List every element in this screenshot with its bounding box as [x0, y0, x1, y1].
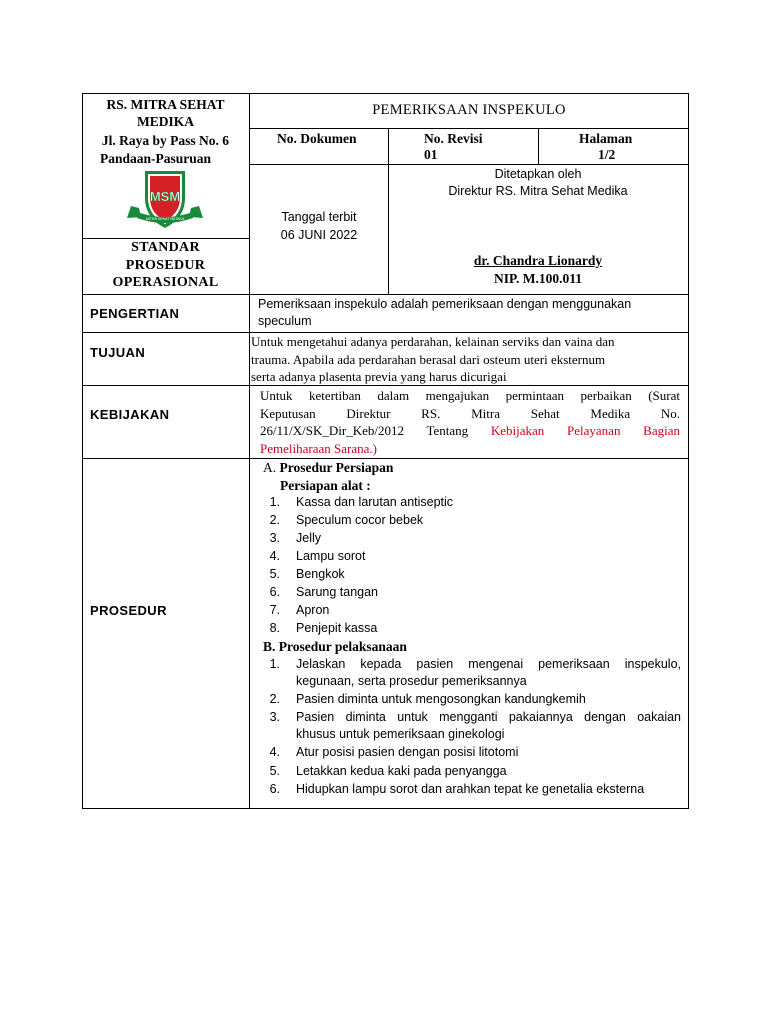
section-b-heading: B. Prosedur pelaksanaan	[263, 639, 407, 654]
logo-text: MSM	[149, 189, 181, 204]
section-a-heading: A. Prosedur Persiapan	[263, 460, 394, 475]
hospital-logo	[127, 168, 203, 232]
divider-title	[249, 128, 689, 129]
logo-motto: MITRA SEHAT MEDIKA	[145, 217, 185, 221]
tujuan-label: TUJUAN	[90, 345, 146, 360]
pengertian-text: Pemeriksaan inspekulo adalah pemeriksaan dengan menggunakan speculum	[258, 297, 632, 328]
hospital-name: RS. MITRA SEHAT MEDIKA	[106, 97, 225, 129]
prosedur-label: PROSEDUR	[90, 603, 167, 618]
director-name: dr. Chandra Lionardy	[473, 253, 603, 268]
border-bottom	[82, 808, 689, 809]
sop-document: RS. MITRA SEHAT MEDIKA Jl. Raya by Pass No. 6 Pandaan-Pasuruan MSM MITRA SEHAT MEDIKA STANDAR PROSEDUR OPERASIONAL PEMERIKSAAN INSPEKULO No. Dokumen No. Revisi 01 Halaman 1/2 Tanggal terbit 06 JUNI 2022 Ditetapkan oleh Direktur RS. Mitra Sehat Medika dr. Chandra Lionardy NIP. M.100.011 PENGERTIAN Pemeriksaan inspekulo adalah pemeriksaan dengan menggunakan speculum TUJUAN Untuk mengetahui adanya perdarahan, kelainan serviks dan vaina dan trauma. Apabila ada perdarahan berasal dari osteum uteri eksternum serta adanya plasenta previa yang harus dicurigai KEBIJAKAN Untuk ketertiban dalam mengajukan permintaan perbaikan (Surat Keputusan Direktur RS. Mitra Sehat Medika No. 26/11/X/SK_Dir_Keb/2012 Tentang Kebijakan Pelayanan Bagian Pemeliharaan Sarana.) PROSEDUR A. Prosedur Persiapan Persiapan alat : 1. Kassa dan larutan antiseptic 2. Speculum cocor bebek 3. Jelly 4. Lampu sorot 5. Bengkok 6. Sarung tangan 7. Apron 8. Penjepit kassa B. Prosedur pelaksanaan 1. Jelaskan kepada pasien mengenai pemeriksaan inspekulo, kegunaan, serta prosedur pemeriksannya 2. Pasien diminta untuk mengosongkan kandungkemih 3. Pasien diminta untuk mengganti pakaiannya dengan oakaian khusus untuk pemeriksaan ginekologi 4. Atur posisi pasien dengan posisi litotomi 5. Letakkan kedua kaki pada penyangga 6. Hidupkan lampu sorot dan arahkan tepat ke genetalia eksterna	[82, 93, 689, 809]
halaman-value: 1/2	[598, 147, 616, 162]
kebijakan-text: Untuk ketertiban dalam mengajukan permintaan perbaikan (Surat Keputusan Direktur RS. Mitra Sehat Medika No. 26/11/X/SK_Dir_Keb/2012 Tentang Kebijakan Pelayanan Bagian Pemeliharaan Sarana.)	[260, 388, 680, 456]
tujuan-text: Untuk mengetahui adanya perdarahan, kelainan serviks dan vaina dan trauma. Apabila ada perdarahan berasal dari osteum uteri eksternum serta adanya plasenta previa yang harus dicurigai	[251, 334, 615, 384]
border-left	[82, 93, 83, 809]
sop-label: STANDAR PROSEDUR OPERASIONAL	[112, 240, 219, 290]
halaman-label: Halaman	[579, 131, 633, 146]
no-dokumen-label: No. Dokumen	[277, 131, 357, 146]
divider-col	[249, 93, 250, 809]
director-nip: NIP. M.100.011	[493, 271, 582, 286]
no-revisi-label: No. Revisi	[424, 131, 483, 146]
page-title: PEMERIKSAAN INSPEKULO	[372, 102, 566, 118]
tanggal-terbit: Tanggal terbit 06 JUNI 2022	[280, 210, 358, 242]
divider-header-bottom	[82, 294, 689, 295]
divider-col-halaman	[538, 128, 539, 164]
no-revisi-value: 01	[424, 147, 438, 162]
director-signature	[388, 252, 688, 288]
border-right	[688, 93, 689, 809]
ditetapkan-block: Ditetapkan oleh Direktur RS. Mitra Sehat Medika	[448, 167, 628, 198]
persiapan-alat-title: Persiapan alat :	[280, 478, 371, 493]
border-top	[82, 93, 689, 94]
divider-info	[249, 164, 689, 165]
kebijakan-label: KEBIJAKAN	[90, 407, 170, 422]
hospital-address: Jl. Raya by Pass No. 6 Pandaan-Pasuruan	[99, 133, 230, 166]
pengertian-label: PENGERTIAN	[90, 306, 180, 321]
